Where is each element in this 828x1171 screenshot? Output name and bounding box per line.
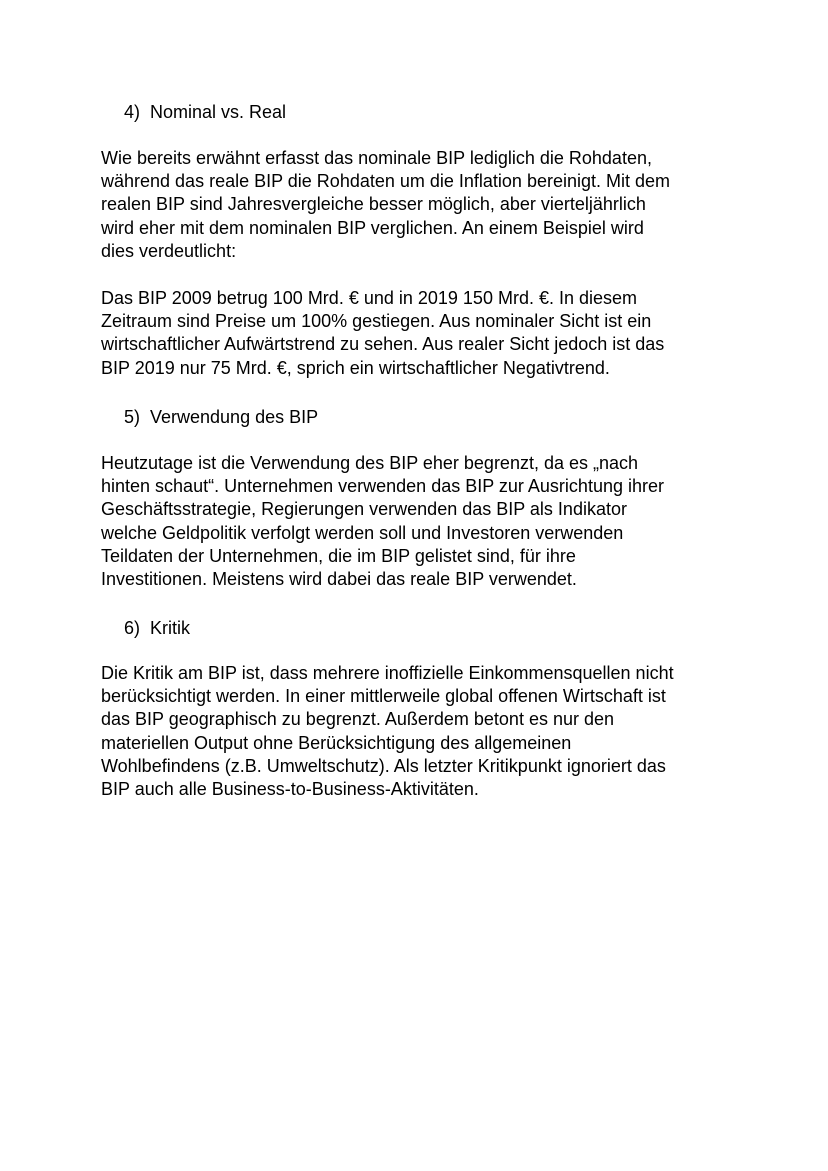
text-line: Wohlbefindens (z.B. Umweltschutz). Als letzter Kritikpunkt ignoriert das (101, 755, 666, 776)
paragraph-nominal-real-definition (101, 147, 670, 263)
text-line: dies verdeutlicht: (101, 240, 237, 261)
text-line: Geschäftsstrategie, Regierungen verwenden das BIP als Indikator (101, 499, 627, 520)
text-line: realen BIP sind Jahresvergleiche besser möglich, aber vierteljährlich (101, 194, 646, 215)
text-line: Das BIP 2009 betrug 100 Mrd. € und in 2019 150 Mrd. €. In diesem (101, 288, 638, 308)
text-line: Die Kritik am BIP ist, dass mehrere inoffizielle Einkommensquellen nicht (101, 663, 674, 683)
section-heading-verwendung (124, 406, 318, 428)
section-number: 6) (124, 618, 141, 638)
section-number: 5) (124, 407, 141, 427)
text-line: BIP auch alle Business-to-Business-Aktivitäten. (101, 779, 479, 800)
text-line: BIP 2019 nur 75 Mrd. €, sprich ein wirtschaftlicher Negativtrend. (101, 357, 610, 378)
text-line: Teildaten der Unternehmen, die im BIP gelistet sind, für ihre (101, 545, 576, 566)
text-line: Wie bereits erwähnt erfasst das nominale BIP lediglich die Rohdaten, (101, 148, 652, 168)
section-title: Nominal vs. Real (150, 102, 287, 122)
text-line: Zeitraum sind Preise um 100% gestiegen. Aus nominaler Sicht ist ein (101, 311, 652, 332)
text-line: berücksichtigt werden. In einer mittlerweile global offenen Wirtschaft ist (101, 686, 666, 707)
text-line: während das reale BIP die Rohdaten um die Inflation bereinigt. Mit dem (101, 171, 671, 192)
section-number: 4) (124, 102, 141, 122)
section-title: Kritik (150, 618, 190, 638)
section-heading-kritik (124, 617, 190, 639)
section-title: Verwendung des BIP (150, 407, 319, 427)
text-line: welche Geldpolitik verfolgt werden soll und Investoren verwenden (101, 522, 624, 543)
text-line: hinten schaut“. Unternehmen verwenden das BIP zur Ausrichtung ihrer (101, 476, 664, 497)
text-line: das BIP geographisch zu begrenzt. Außerdem betont es nur den (101, 709, 614, 730)
text-line: Investitionen. Meistens wird dabei das reale BIP verwendet. (101, 569, 577, 590)
text-line: materiellen Output ohne Berücksichtigung des allgemeinen (101, 732, 572, 753)
paragraph-nominal-real-example (101, 287, 664, 380)
section-heading-nominal-vs-real (124, 101, 286, 123)
paragraph-verwendung (101, 452, 664, 591)
text-line: wird eher mit dem nominalen BIP verglichen. An einem Beispiel wird (101, 217, 644, 238)
text-line: wirtschaftlicher Aufwärtstrend zu sehen. Aus realer Sicht jedoch ist das (101, 334, 665, 355)
text-line: Heutzutage ist die Verwendung des BIP eher begrenzt, da es „nach (101, 453, 639, 473)
paragraph-kritik (101, 662, 674, 801)
